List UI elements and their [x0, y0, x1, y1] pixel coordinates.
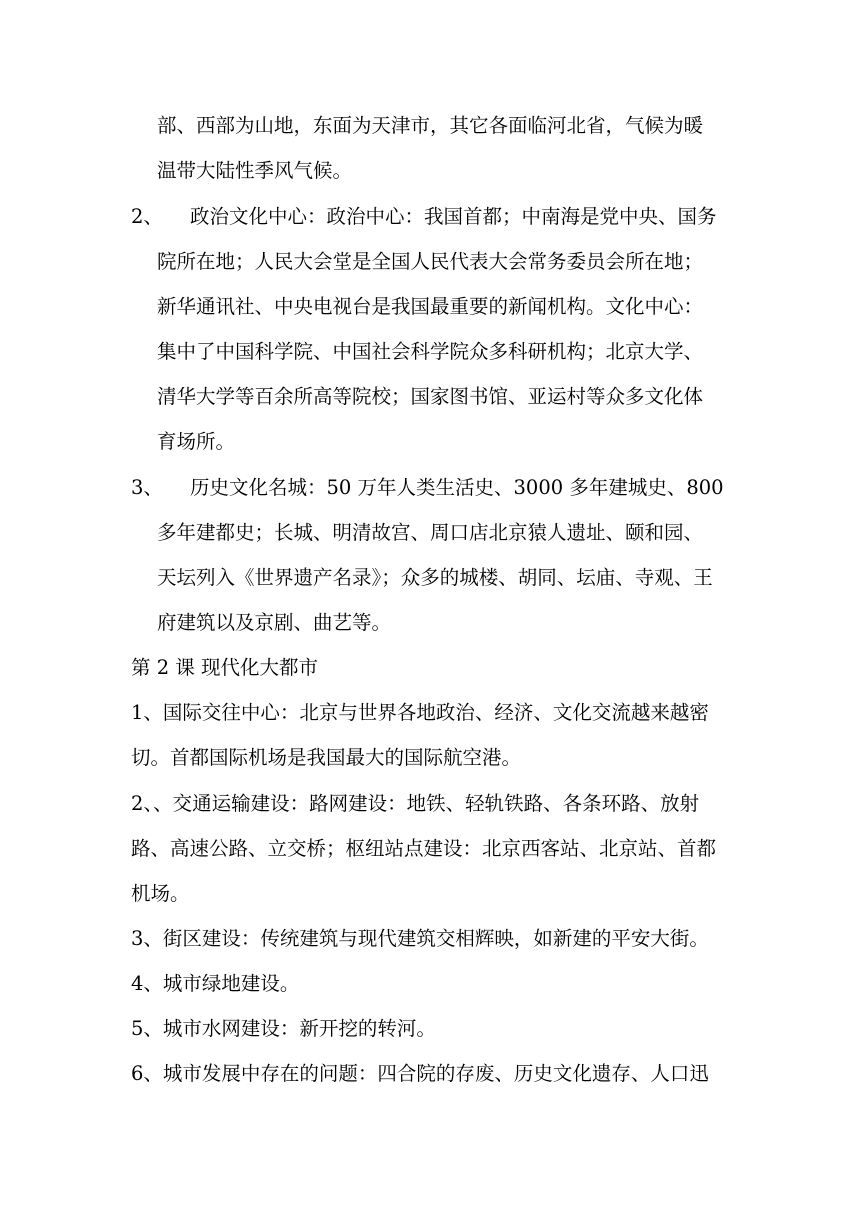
text-line: 政治文化中心：政治中心：我国首都；中南海是党中央、国务: [190, 205, 717, 228]
text-line: 路、高速公路、立交桥；枢纽站点建设：北京西客站、北京站、首都: [131, 837, 717, 860]
text-line: 育场所。: [157, 430, 236, 453]
text-line: 天坛列入《世界遗产名录》；众多的城楼、胡同、坛庙、寺观、王: [157, 566, 713, 589]
text-line: 切。首都国际机场是我国最大的国际航空港。: [131, 746, 522, 769]
text-line: 5、城市水网建设：新开挖的转河。: [131, 1017, 436, 1040]
text-line: 历史文化名城：50 万年人类生活史、3000 多年建城史、800: [190, 476, 724, 499]
list-marker: 3、: [131, 476, 163, 499]
text-line: 府建筑以及京剧、曲艺等。: [157, 611, 392, 634]
text-line: 1、国际交往中心：北京与世界各地政治、经济、文化交流越来越密: [131, 701, 709, 724]
text-line: 6、城市发展中存在的问题：四合院的存废、历史文化遗存、人口迅: [131, 1062, 709, 1085]
text-line: 新华通讯社、中央电视台是我国最重要的新闻机构。文化中心：: [157, 295, 704, 318]
text-line: 机场。: [131, 882, 190, 905]
text-line: 多年建都史；长城、明清故宫、周口店北京猿人遗址、颐和园、: [157, 521, 704, 544]
text-line: 院所在地；人民大会堂是全国人民代表大会常务委员会所在地；: [157, 250, 704, 273]
text-line: 2、、交通运输建设：路网建设：地铁、轻轨铁路、各条环路、放射: [131, 792, 700, 815]
section-heading: 第 2 课 现代化大都市: [131, 656, 319, 679]
text-line: 清华大学等百余所高等院校；国家图书馆、亚运村等众多文化体: [157, 385, 704, 408]
text-line: 3、街区建设：传统建筑与现代建筑交相辉映，如新建的平安大街。: [131, 927, 709, 950]
text-line: 4、城市绿地建设。: [131, 972, 300, 995]
text-line: 部、西部为山地，东面为天津市，其它各面临河北省，气候为暖: [157, 114, 704, 137]
text-line: 集中了中国科学院、中国社会科学院众多科研机构；北京大学、: [157, 340, 704, 363]
text-line: 温带大陆性季风气候。: [157, 159, 353, 182]
list-marker: 2、: [131, 205, 163, 228]
